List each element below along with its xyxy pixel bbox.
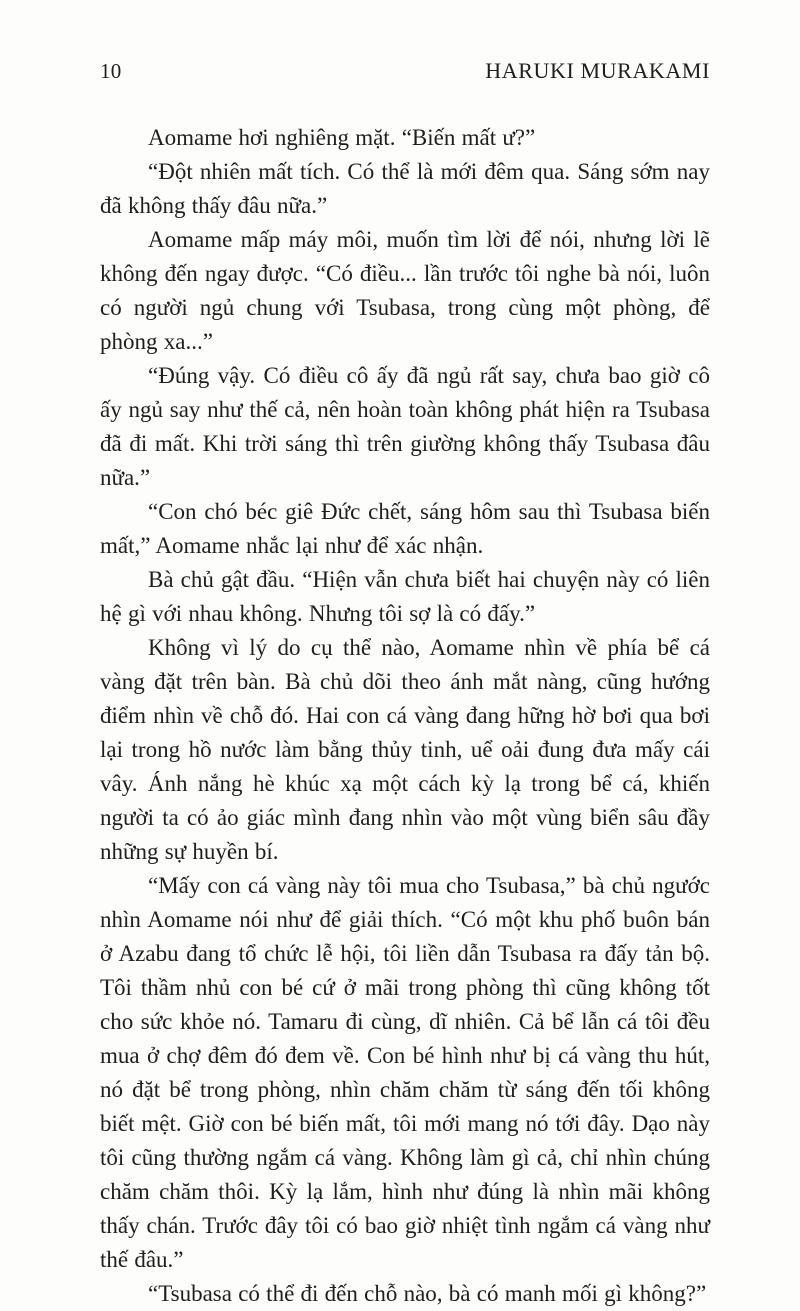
- paragraph: “Tsubasa có thể đi đến chỗ nào, bà có manh mối gì không?”: [148, 1281, 707, 1306]
- paragraph: Aomame hơi nghiêng mặt. “Biến mất ư?”: [148, 125, 536, 150]
- paragraph: “Đột nhiên mất tích. Có thể là mới đêm qua. Sáng sớm nay đã không thấy đâu nữa.”: [100, 159, 710, 218]
- paragraph: Không vì lý do cụ thể nào, Aomame nhìn về phía bể cá vàng đặt trên bàn. Bà chủ dõi theo ánh mắt nàng, cũng hướng điểm nhìn về chỗ đó. Hai con cá vàng đang hững hờ bơi qua bơi lại trong hồ nước làm bằng thủy tinh, uể oải đung đưa mấy cái vây. Ánh nắng hè khúc xạ một cách kỳ lạ trong bể cá, khiến người ta có ảo giác mình đang nhìn vào một vùng biển sâu đầy những sự huyền bí.: [100, 635, 710, 864]
- paragraph: “Mấy con cá vàng này tôi mua cho Tsubasa,” bà chủ ngước nhìn Aomame nói như để giải thích. “Có một khu phố buôn bán ở Azabu đang tổ chức lễ hội, tôi liền dẫn Tsubasa ra đấy tản bộ. Tôi thầm nhủ con bé cứ ở mãi trong phòng thì cũng không tốt cho sức khỏe nó. Tamaru đi cùng, dĩ nhiên. Cả bể lẫn cá tôi đều mua ở chợ đêm đó đem về. Con bé hình như bị cá vàng thu hút, nó đặt bể trong phòng, nhìn chăm chăm từ sáng đến tối không biết mệt. Giờ con bé biến mất, tôi mới mang nó tới đây. Dạo này tôi cũng thường ngắm cá vàng. Không làm gì cả, chỉ nhìn chúng chăm chăm thôi. Kỳ lạ lắm, hình như đúng là nhìn mãi không thấy chán. Trước đây tôi có bao giờ nhiệt tình ngắm cá vàng như thế đâu.”: [100, 873, 710, 1272]
- page-number: 10: [100, 59, 122, 83]
- paragraph: Bà chủ gật đầu. “Hiện vẫn chưa biết hai chuyện này có liên hệ gì với nhau không. Nhưng tôi sợ là có đấy.”: [100, 567, 710, 626]
- paragraph: “Đúng vậy. Có điều cô ấy đã ngủ rất say, chưa bao giờ cô ấy ngủ say như thế cả, nên hoàn toàn không phát hiện ra Tsubasa đã đi mất. Khi trời sáng thì trên giường không thấy Tsubasa đâu nữa.”: [100, 363, 710, 490]
- paragraph: “Con chó béc giê Đức chết, sáng hôm sau thì Tsubasa biến mất,” Aomame nhắc lại như để xác nhận.: [100, 499, 710, 558]
- running-header-title: HARUKI MURAKAMI: [485, 58, 710, 83]
- paragraph: Aomame mấp máy môi, muốn tìm lời để nói, nhưng lời lẽ không đến ngay được. “Có điều... lần trước tôi nghe bà nói, luôn có người ngủ chung với Tsubasa, trong cùng một phòng, để phòng xa...”: [100, 227, 710, 354]
- running-header: [100, 58, 710, 84]
- body-text: [100, 121, 710, 1311]
